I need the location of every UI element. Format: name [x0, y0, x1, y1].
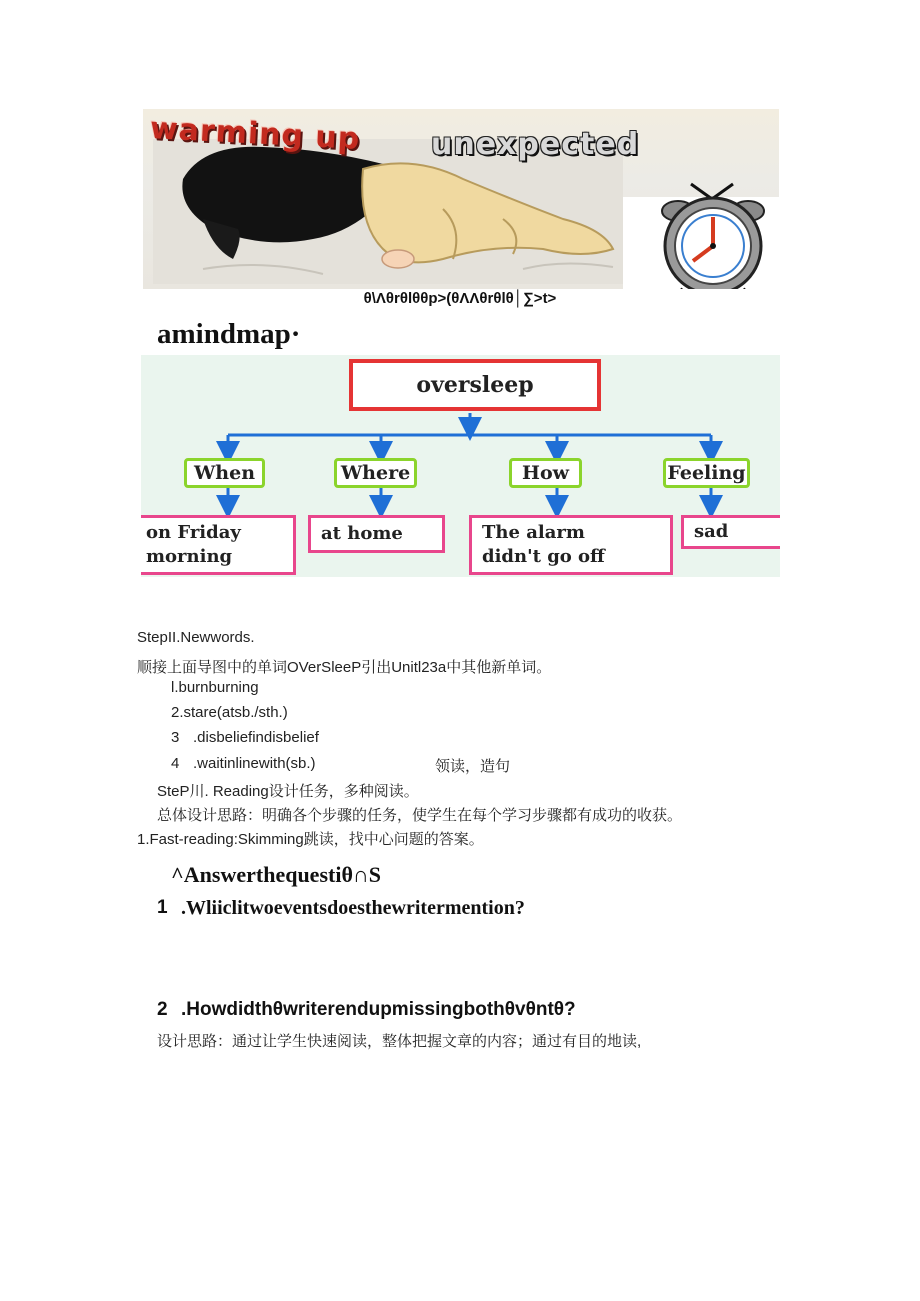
question-2: .Howdidthθwriterendupmissingbothθvθntθ?	[181, 999, 576, 1020]
leaf-where-line-1: at home	[321, 523, 403, 544]
mind-map	[141, 355, 780, 577]
mindmap-leaf-when	[141, 515, 296, 575]
leaf-feeling-line-1: sad	[694, 521, 729, 542]
leaf-how-line-2: didn't go off	[482, 546, 605, 567]
question-1: .Wliiclitwoeventsdoesthewritermention?	[181, 897, 525, 919]
mindmap-category-feeling: Feeling	[663, 458, 750, 488]
fast-reading-line: 1.Fast-reading:Skimming跳读，找中心问题的答案。	[137, 831, 484, 848]
new-word-4-note: 领读，造句	[435, 758, 511, 775]
new-word-4: .waitinlinewith(sb.)	[193, 755, 316, 772]
answer-questions-heading: ^Answerthequestiθ∩S	[171, 862, 381, 887]
leaf-when-line-2: morning	[146, 546, 233, 567]
new-word-2: 2.stare(atsb./sth.)	[171, 704, 288, 721]
overall-design-idea: 总体设计思路：明确各个步骤的任务，使学生在每个学习步骤都有成功的收获。	[157, 807, 683, 824]
step-two-heading: StepII.Newwords.	[137, 629, 255, 646]
warming-up-title: warming up	[149, 111, 362, 157]
leaf-how-line-1: The alarm	[482, 522, 585, 543]
mindmap-leaf-feeling	[681, 515, 780, 549]
image-caption: θ\Λθrθlθθp>(θΛΛθrθlθ│∑>t>	[363, 290, 557, 307]
question-1-number: 1	[157, 897, 168, 918]
mindmap-category-where: Where	[334, 458, 417, 488]
mindmap-category-when: When	[184, 458, 265, 488]
mindmap-heading: amindmap·	[157, 318, 301, 350]
leaf-when-line-1: on Friday	[146, 522, 241, 543]
new-word-1: l.burnburning	[171, 679, 259, 696]
step-two-description: 顺接上面导图中的单词OVerSleeP引出Unitl23a中其他新单词。	[137, 659, 552, 676]
step-three-heading: SteP川. Reading设计任务，多种阅读。	[157, 783, 419, 800]
new-word-3-number: 3	[171, 729, 180, 746]
unexpected-word: unexpected	[431, 127, 640, 162]
mindmap-leaf-how	[469, 515, 673, 575]
question-2-number: 2	[157, 999, 168, 1020]
mindmap-category-how: How	[509, 458, 582, 488]
warming-up-image	[143, 109, 779, 289]
design-note: 设计思路：通过让学生快速阅读，整体把握文章的内容；通过有目的地读,	[157, 1033, 642, 1050]
mindmap-root-oversleep: oversleep	[349, 359, 601, 411]
mindmap-leaf-where	[308, 515, 445, 553]
new-word-4-number: 4	[171, 755, 180, 772]
new-word-3: .disbeliefindisbelief	[193, 729, 319, 746]
